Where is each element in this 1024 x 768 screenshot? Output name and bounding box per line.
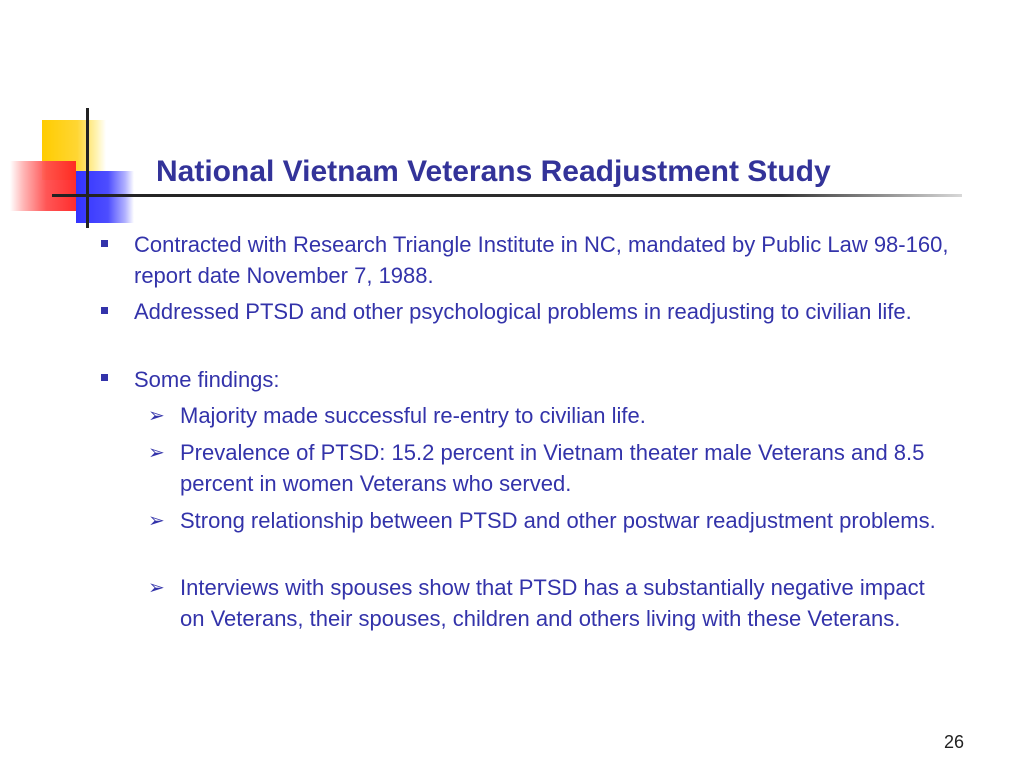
square-bullet-icon (101, 374, 108, 381)
sub-bullet-item: Prevalence of PTSD: 15.2 percent in Vietnam theater male Veterans and 8.5 percent in women Veterans who served. (180, 440, 925, 496)
decorative-squares-logo (0, 0, 140, 240)
vertical-divider-line (86, 108, 89, 228)
bullet-item: Addressed PTSD and other psychological problems in readjusting to civilian life. (134, 299, 912, 324)
bullet-item: Contracted with Research Triangle Institute in NC, mandated by Public Law 98-160, report date November 7, 1988. (134, 232, 949, 288)
red-square-icon (10, 161, 76, 211)
square-bullet-icon (101, 240, 108, 247)
arrow-bullet-icon: ➢ (148, 403, 165, 427)
square-bullet-icon (101, 307, 108, 314)
arrow-bullet-icon: ➢ (148, 575, 165, 599)
slide-title: National Vietnam Veterans Readjustment Study (156, 155, 831, 188)
sub-bullet-item: Majority made successful re-entry to civilian life. (180, 403, 646, 428)
bullet-item: Some findings: (134, 367, 280, 392)
arrow-bullet-icon: ➢ (148, 440, 165, 464)
sub-bullet-item: Interviews with spouses show that PTSD has a substantially negative impact on Veterans, their spouses, children and others living with these Veterans. (180, 575, 925, 631)
page-number: 26 (943, 732, 964, 752)
title-underline (52, 194, 962, 197)
arrow-bullet-icon: ➢ (148, 508, 165, 532)
sub-bullet-item: Strong relationship between PTSD and other postwar readjustment problems. (180, 508, 936, 533)
blue-square-icon (76, 171, 134, 223)
